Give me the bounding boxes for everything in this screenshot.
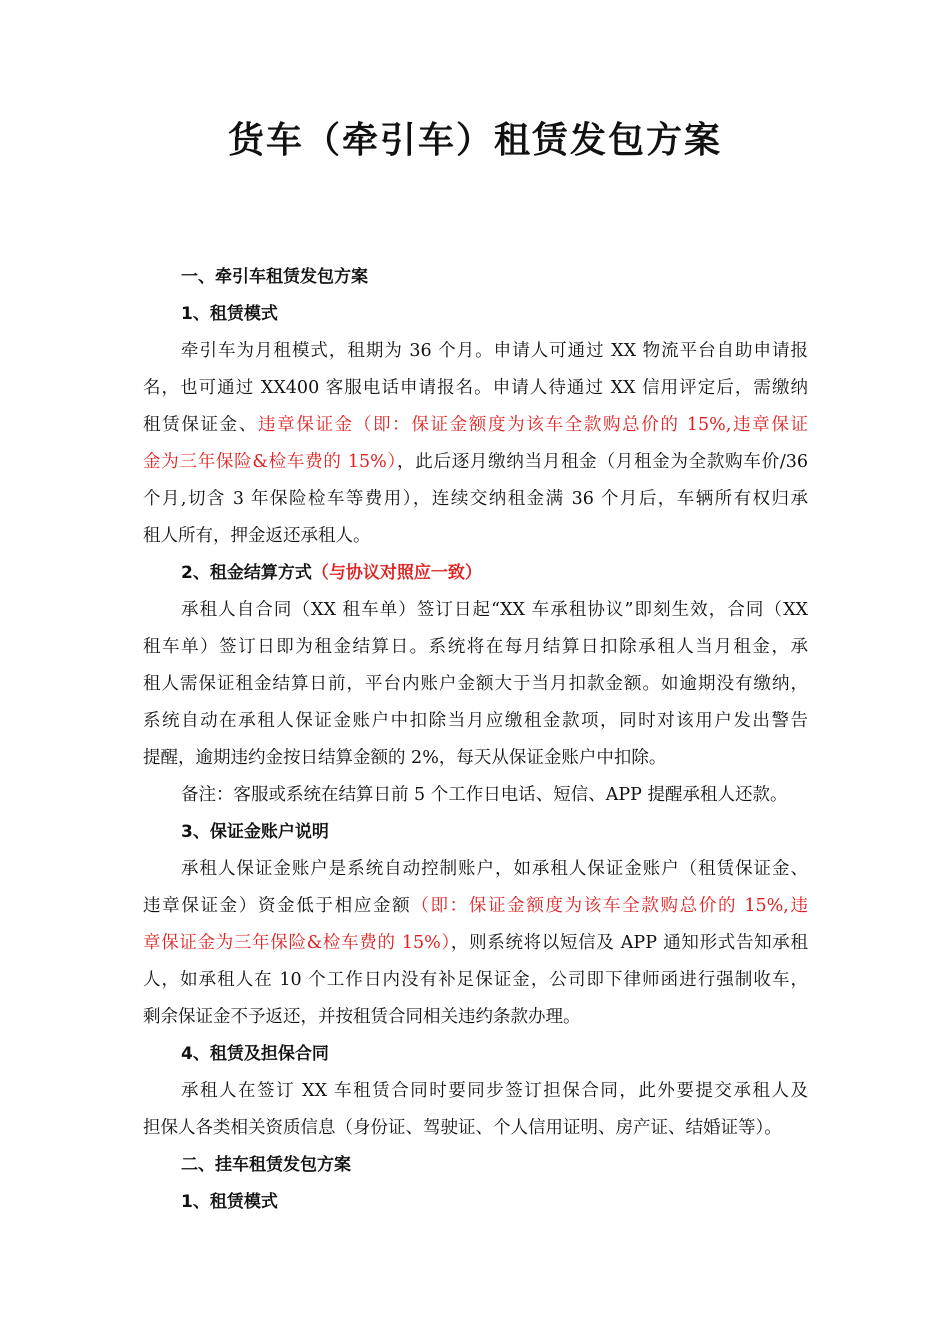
highlighted-text: 章保证金为三年保险&检车费的 15%） (143, 933, 451, 953)
text-run: ，此后逐月缴纳当月租金（月租金为全款购车价/36 (397, 452, 808, 472)
document-title: 货车（牵引车）租赁发包方案 (227, 120, 722, 161)
highlighted-text: 违章保证金（即：保证金额度为该车全款购总价的 15%,违章保证 (258, 415, 808, 435)
section-1-heading: 一、牵引车租赁发包方案 (181, 267, 368, 287)
paragraph-line: 名，也可通过 XX400 客服电话申请报名。申请人待通过 XX 信用评定后，需缴纳 (143, 378, 808, 398)
heading-note: （与协议对照应一致） (311, 563, 482, 583)
paragraph-line: 担保人各类相关资质信息（身份证、驾驶证、个人信用证明、房产证、结婚证等）。 (143, 1118, 782, 1138)
text-run: 违章保证金）资金低于相应金额 (143, 896, 412, 916)
paragraph-line: 个月,切含 3 年保险检车等费用），连续交纳租金满 36 个月后，车辆所有权归承 (143, 489, 808, 509)
paragraph-line: 承租人在签订 XX 车租赁合同时要同步签订担保合同，此外要提交承租人及 (181, 1081, 808, 1101)
paragraph-line: 承租人自合同（XX 租车单）签订日起“XX 车承租协议”即刻生效，合同（XX (181, 600, 808, 620)
subsection-1-3-heading: 3、保证金账户说明 (181, 822, 329, 842)
section-2-heading: 二、挂车租赁发包方案 (181, 1155, 351, 1175)
paragraph-line (143, 444, 808, 481)
subsection-1-2-heading (143, 555, 808, 592)
paragraph-line: 人，如承租人在 10 个工作日内没有补足保证金，公司即下律师函进行强制收车， (143, 970, 808, 990)
paragraph-line: 剩余保证金不予返还，并按租赁合同相关违约条款办理。 (143, 1007, 581, 1027)
heading-text: 2、租金结算方式 (181, 563, 312, 583)
highlighted-text: （即：保证金额度为该车全款购总价的 15%,违 (411, 896, 808, 916)
note-line: 备注：客服或系统在结算日前 5 个工作日电话、短信、APP 提醒承租人还款。 (181, 785, 788, 805)
text-run: ，则系统将以短信及 APP 通知形式告知承租 (450, 933, 808, 953)
paragraph-line (143, 407, 808, 444)
paragraph-line: 租车单）签订日即为租金结算日。系统将在每月结算日扣除承租人当月租金，承 (143, 637, 808, 657)
document-body (143, 259, 808, 1221)
subsection-1-4-heading: 4、租赁及担保合同 (181, 1044, 329, 1064)
paragraph-line: 承租人保证金账户是系统自动控制账户，如承租人保证金账户（租赁保证金、 (181, 859, 808, 879)
paragraph-line: 牵引车为月租模式，租期为 36 个月。申请人可通过 XX 物流平台自助申请报 (181, 341, 808, 361)
subsection-2-1-heading: 1、租赁模式 (181, 1192, 278, 1212)
subsection-1-1-heading: 1、租赁模式 (181, 304, 278, 324)
paragraph-line (143, 888, 808, 925)
paragraph-line: 租人需保证租金结算日前，平台内账户金额大于当月扣款金额。如逾期没有缴纳， (143, 674, 808, 694)
paragraph-line: 系统自动在承租人保证金账户中扣除当月应缴租金款项，同时对该用户发出警告 (143, 711, 808, 731)
paragraph-line: 租人所有，押金返还承租人。 (143, 526, 371, 546)
paragraph-line (143, 925, 808, 962)
highlighted-text: 金为三年保险&检车费的 15%） (143, 452, 397, 472)
paragraph-line: 提醒，逾期违约金按日结算金额的 2%，每天从保证金账户中扣除。 (143, 748, 667, 768)
text-run: 租赁保证金、 (143, 415, 258, 435)
